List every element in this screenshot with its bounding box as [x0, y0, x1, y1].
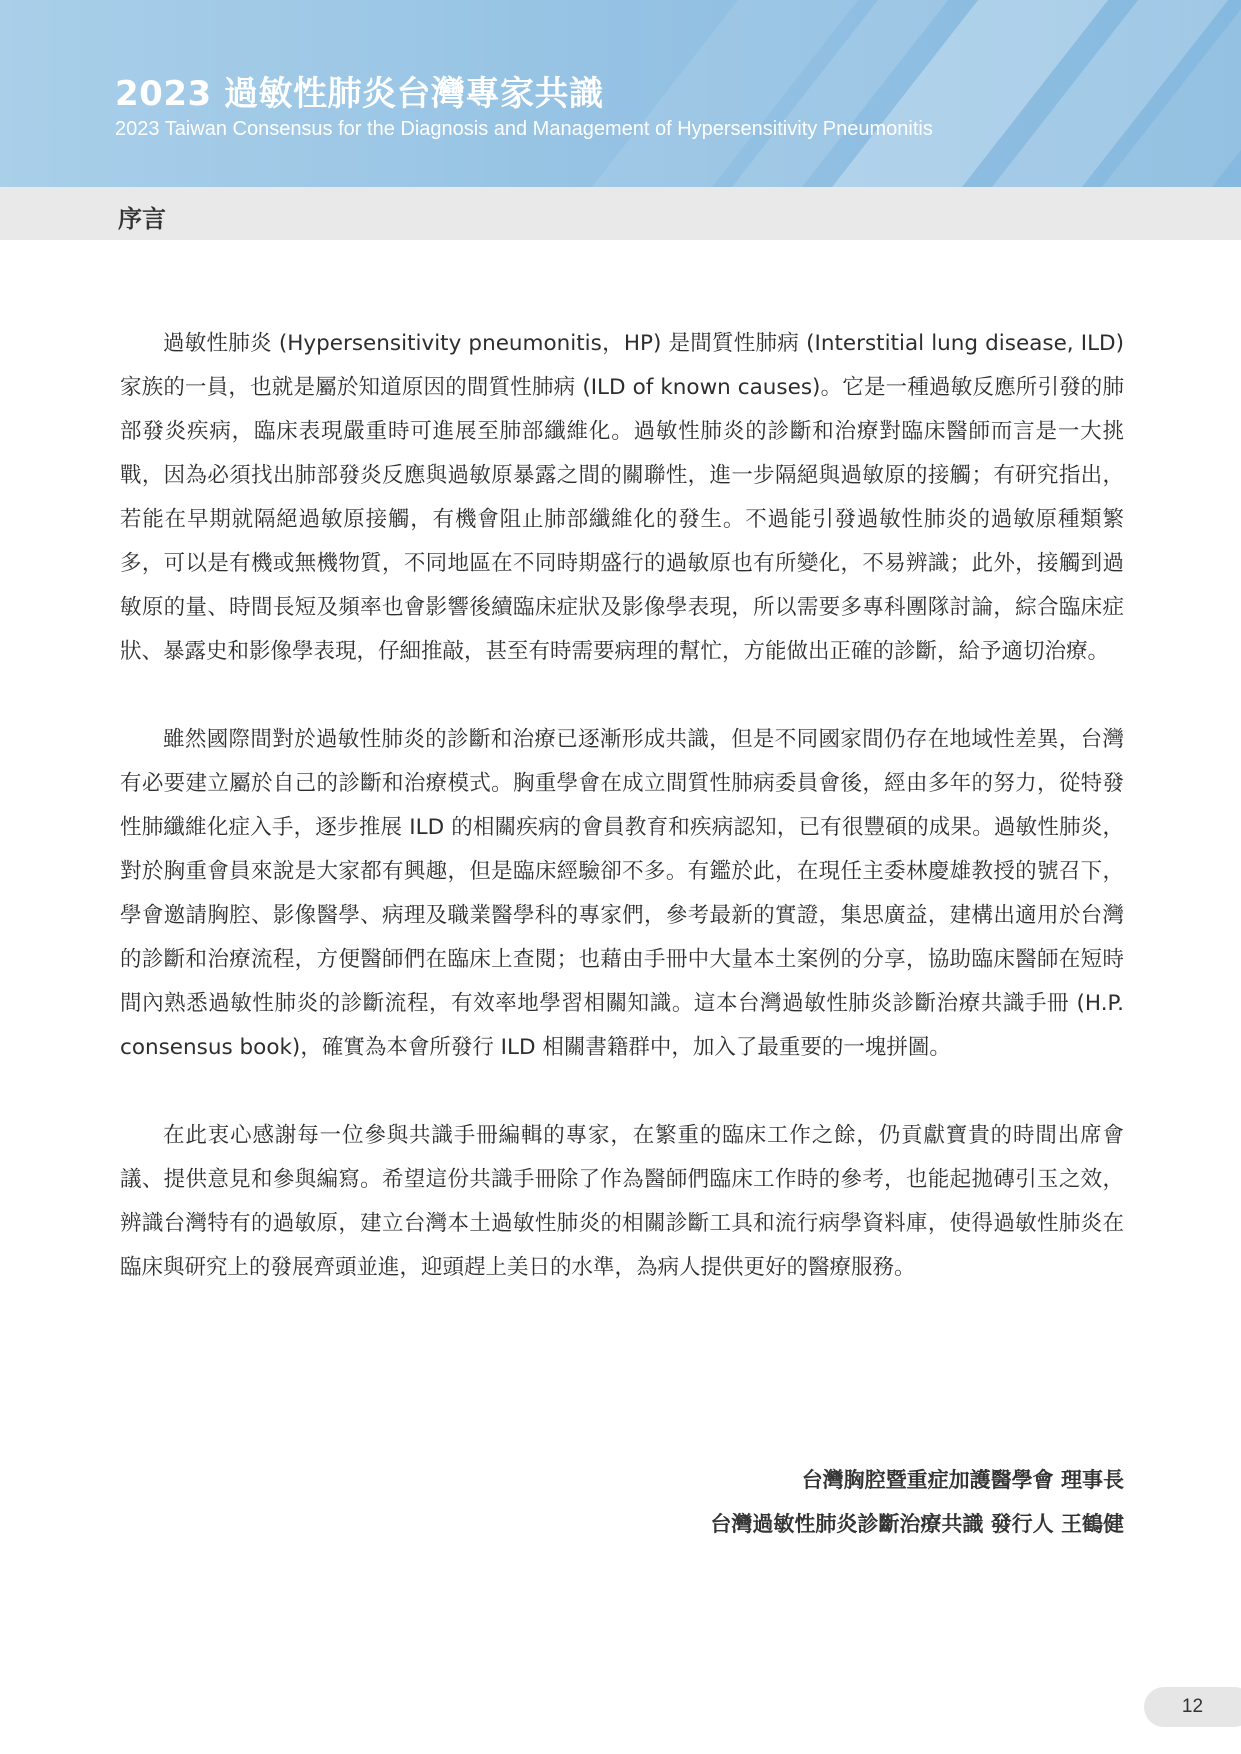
document-subtitle: 2023 Taiwan Consensus for the Diagnosis and Management of Hypersensitivity Pneumonitis — [115, 118, 933, 140]
signature-block — [710, 1458, 1124, 1546]
paragraph: 在此衷心感謝每一位參與共識手冊編輯的專家，在繁重的臨床工作之餘，仍貢獻寶貴的時間出席會議、提供意見和參與編寫。希望這份共識手冊除了作為醫師們臨床工作時的參考，也能起拋磚引玉之效，辨識台灣特有的過敏原，建立台灣本土過敏性肺炎的相關診斷工具和流行病學資料庫，使得過敏性肺炎在臨床與研究上的發展齊頭並進，迎頭趕上美日的水準，為病人提供更好的醫療服務。 — [120, 1123, 1124, 1280]
preface-body — [120, 322, 1124, 1334]
page-number-badge — [1144, 1687, 1241, 1727]
signature-line: 台灣過敏性肺炎診斷治療共識 發行人 王鶴健 — [710, 1512, 1124, 1536]
paragraph: 雖然國際間對於過敏性肺炎的診斷和治療已逐漸形成共識，但是不同國家間仍存在地域性差異，台灣有必要建立屬於自己的診斷和治療模式。胸重學會在成立間質性肺病委員會後，經由多年的努力，從特發性肺纖維化症入手，逐步推展 ILD 的相關疾病的會員教育和疾病認知，已有很豐碩的成果。過敏性肺炎，對於胸重會員來說是大家都有興趣，但是臨床經驗卻不多。有鑑於此，在現任主委林慶雄教授的號召下，學會邀請胸腔、影像醫學、病理及職業醫學科的專家們，參考最新的實證，集思廣益，建構出適用於台灣的診斷和治療流程，方便醫師們在臨床上查閱；也藉由手冊中大量本土案例的分享，協助臨床醫師在短時間內熟悉過敏性肺炎的診斷流程，有效率地學習相關知識。這本台灣過敏性肺炎診斷治療共識手冊 (H.P. consensus book)，確實為本會所發行 ILD 相關書籍群中，加入了最重要的一塊拼圖。 — [120, 727, 1124, 1060]
signature-line: 台灣胸腔暨重症加護醫學會 理事長 — [801, 1468, 1124, 1492]
section-title: 序言 — [118, 205, 166, 233]
paragraph: 過敏性肺炎 (Hypersensitivity pneumonitis，HP) 是間質性肺病 (Interstitial lung disease, ILD) 家族的一員，也就是屬於知道原因的間質性肺病 (ILD of known causes)。它是一種過敏反應所引發的肺部發炎疾病，臨床表現嚴重時可進展至肺部纖維化。過敏性肺炎的診斷和治療對臨床醫師而言是一大挑戰，因為必須找出肺部發炎反應與過敏原暴露之間的關聯性，進一步隔絕與過敏原的接觸；有研究指出，若能在早期就隔絕過敏原接觸，有機會阻止肺部纖維化的發生。不過能引發過敏性肺炎的過敏原種類繁多，可以是有機或無機物質，不同地區在不同時期盛行的過敏原也有所變化，不易辨識；此外，接觸到過敏原的量、時間長短及頻率也會影響後續臨床症狀及影像學表現，所以需要多專科團隊討論，綜合臨床症狀、暴露史和影像學表現，仔細推敲，甚至有時需要病理的幫忙，方能做出正確的診斷，給予適切治療。 — [120, 331, 1124, 664]
document-title: 2023 過敏性肺炎台灣專家共識 — [115, 74, 604, 114]
page-number: 12 — [1181, 1696, 1204, 1717]
section-header-bar — [0, 187, 1241, 240]
header-banner — [0, 0, 1241, 187]
